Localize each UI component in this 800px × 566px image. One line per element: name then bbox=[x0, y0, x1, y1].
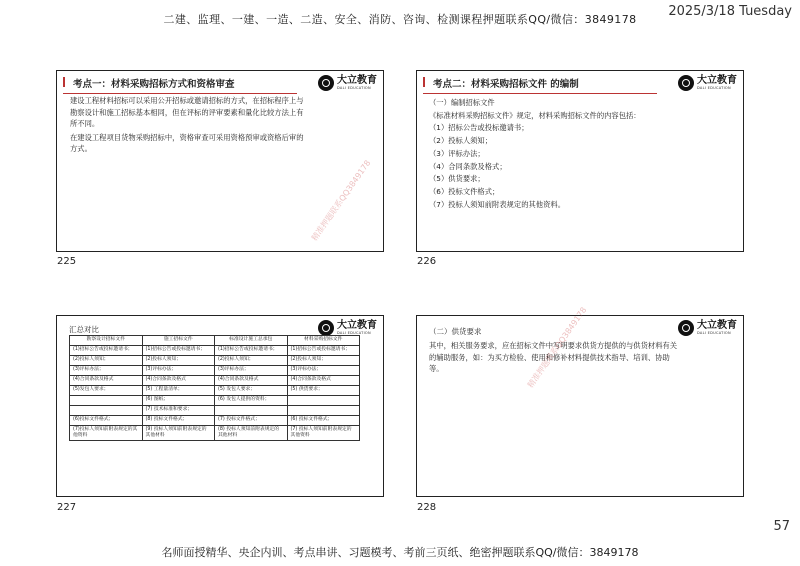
table-header-row bbox=[70, 336, 360, 346]
slide-title: 考点一：材料采购招标方式和资格审查 bbox=[63, 75, 297, 94]
dali-logo bbox=[678, 75, 737, 91]
table-cell: (5) 工程量清单； bbox=[142, 386, 215, 396]
table-row bbox=[70, 376, 360, 386]
dali-logo bbox=[318, 320, 377, 336]
table-cell bbox=[287, 406, 360, 416]
table-cell: (3)评标办法； bbox=[215, 366, 288, 376]
logo-en: DALI EDUCATION bbox=[337, 330, 371, 335]
table-cell: (4)合同条款及格式 bbox=[215, 376, 288, 386]
table-cell: (3)评标办法； bbox=[287, 366, 360, 376]
slide-number: 226 bbox=[417, 256, 437, 267]
table-row bbox=[70, 426, 360, 441]
table-row bbox=[70, 366, 360, 376]
table-cell: (5) 发包人要求； bbox=[215, 386, 288, 396]
slide-225 bbox=[56, 70, 384, 252]
table-cell: (4)合同条款及格式 bbox=[70, 376, 143, 386]
table-cell: (7) 技术标准和要求； bbox=[142, 406, 215, 416]
watermark-text: 精准押题联系QQ3849178 bbox=[309, 158, 373, 243]
table-cell: (8) 投标人须知前附表规定的其他材料 bbox=[215, 426, 288, 441]
paragraph: 在建设工程项目货物采购招标中，资格审查可采用资格预审或资格后审的方式。 bbox=[70, 132, 304, 153]
table-row bbox=[70, 396, 360, 406]
table-cell: (1)招标公告或投标邀请书； bbox=[70, 346, 143, 356]
table-cell bbox=[287, 396, 360, 406]
list-item: （1）招标公告或投标邀请书； bbox=[429, 123, 529, 133]
column-header: 施工招标文件 bbox=[142, 336, 215, 346]
list-item: （一）编制招标文件 bbox=[429, 98, 495, 107]
table-row bbox=[70, 386, 360, 396]
header-promo-text: 二建、监理、一建、一造、二造、安全、消防、咨询、检测课程押题联系QQ/微信：3849178 bbox=[163, 13, 637, 26]
logo-en: DALI EDUCATION bbox=[697, 85, 731, 90]
table-cell: (6) 图纸； bbox=[142, 396, 215, 406]
table-cell: (1)招标公告或投标邀请书； bbox=[142, 346, 215, 356]
footer-promo-text: 名师面授精华、央企内训、考点串讲、习题模考、考前三页纸、绝密押题联系QQ/微信：3849178 bbox=[161, 546, 639, 559]
table-row bbox=[70, 406, 360, 416]
paragraph: 其中，相关服务要求，应在招标文件中写明要求供货方提供的与供货材料有关的辅助服务，如：为买方检验、使用和修补材料提供技术指导、培训、协助等。 bbox=[429, 341, 678, 373]
table-row bbox=[70, 356, 360, 366]
slide-number: 225 bbox=[57, 256, 77, 267]
logo-cn: 大立教育 bbox=[337, 319, 377, 331]
date-label: 2025/3/18 Tuesday bbox=[668, 4, 792, 19]
table-cell bbox=[70, 406, 143, 416]
table-cell: (4)合同条款及格式 bbox=[142, 376, 215, 386]
dali-logo bbox=[318, 75, 377, 91]
table-cell: (7)投标人须知前附表规定的其他资料 bbox=[70, 426, 143, 441]
slide-227 bbox=[56, 315, 384, 497]
table-row bbox=[70, 346, 360, 356]
list-item: （7）投标人须知前附表规定的其他资料。 bbox=[429, 199, 565, 209]
table-cell: (2)投标人须知； bbox=[142, 356, 215, 366]
slide-228 bbox=[416, 305, 744, 497]
table-cell: (8) 投标文件格式； bbox=[142, 416, 215, 426]
table-cell: (2)投标人须知； bbox=[215, 356, 288, 366]
table-cell: (4)合同条款及格式 bbox=[287, 376, 360, 386]
list-item: 《标准材料采购招标文件》规定，材料采购招标文件的内容包括： bbox=[429, 110, 641, 120]
dali-logo-icon bbox=[678, 75, 694, 91]
table-cell: (2)投标人须知； bbox=[70, 356, 143, 366]
dali-logo-icon bbox=[318, 320, 334, 336]
dali-logo-icon bbox=[318, 75, 334, 91]
list-item: （3）评标办法； bbox=[429, 148, 485, 158]
table-cell: (6) 发包人提供的资料； bbox=[215, 396, 288, 406]
list-item: （6）投标文件格式； bbox=[429, 186, 500, 196]
content-list bbox=[429, 97, 659, 211]
logo-en: DALI EDUCATION bbox=[697, 330, 731, 335]
dali-logo bbox=[678, 320, 737, 336]
table-row bbox=[70, 416, 360, 426]
slide-226 bbox=[416, 70, 744, 252]
table-cell: (3)评标办法； bbox=[70, 366, 143, 376]
table-cell: (7) 投标文件格式； bbox=[215, 416, 288, 426]
table-cell bbox=[215, 406, 288, 416]
table-cell: (5) 供货要求； bbox=[287, 386, 360, 396]
table-cell: (3)评标办法； bbox=[142, 366, 215, 376]
table-cell: (9) 投标人须知前附表规定的其他材料 bbox=[142, 426, 215, 441]
column-header: 材料采购招标文件 bbox=[287, 336, 360, 346]
table-cell: (1)招标公告或投标邀请书； bbox=[287, 346, 360, 356]
table-cell: (1)招标公告或投标邀请书； bbox=[215, 346, 288, 356]
slide-number: 228 bbox=[417, 502, 437, 513]
comparison-table bbox=[69, 335, 360, 441]
logo-cn: 大立教育 bbox=[697, 74, 737, 86]
watermark-text: 精准押题联系QQ3849178 bbox=[525, 305, 589, 390]
slide-body bbox=[70, 95, 308, 157]
column-header: 勘察设计招标文件 bbox=[70, 336, 143, 346]
logo-cn: 大立教育 bbox=[337, 74, 377, 86]
list-item: （2）投标人须知； bbox=[429, 136, 493, 146]
table-cell: (2)投标人须知； bbox=[287, 356, 360, 366]
list-item: （5）供货要求； bbox=[429, 174, 485, 184]
table-cell: (6)投标文件格式； bbox=[70, 416, 143, 426]
table-cell: (6) 投标文件格式； bbox=[287, 416, 360, 426]
page-number: 57 bbox=[773, 519, 790, 534]
paragraph: 建设工程材料招标可以采用公开招标或邀请招标的方式，在招标程序上与勘察设计和施工招标基本相同，但在评标的评审要素和量化比较方法上有所不同。 bbox=[70, 96, 304, 128]
slide-label: 汇总对比 bbox=[69, 325, 99, 334]
slide-number: 227 bbox=[57, 502, 77, 513]
slide-heading: （二）供货要求 bbox=[429, 327, 482, 336]
slide-title: 考点二：材料采购招标文件 的编制 bbox=[423, 75, 657, 94]
list-item: （4）合同条款及格式； bbox=[429, 161, 507, 171]
logo-cn: 大立教育 bbox=[697, 319, 737, 331]
table-cell bbox=[70, 396, 143, 406]
logo-en: DALI EDUCATION bbox=[337, 85, 371, 90]
column-header: 标准设计施工总承包 bbox=[215, 336, 288, 346]
table-cell: (5)发包人要求； bbox=[70, 386, 143, 396]
dali-logo-icon bbox=[678, 320, 694, 336]
table-cell: (7) 投标人须知前附表规定的其他资料 bbox=[287, 426, 360, 441]
